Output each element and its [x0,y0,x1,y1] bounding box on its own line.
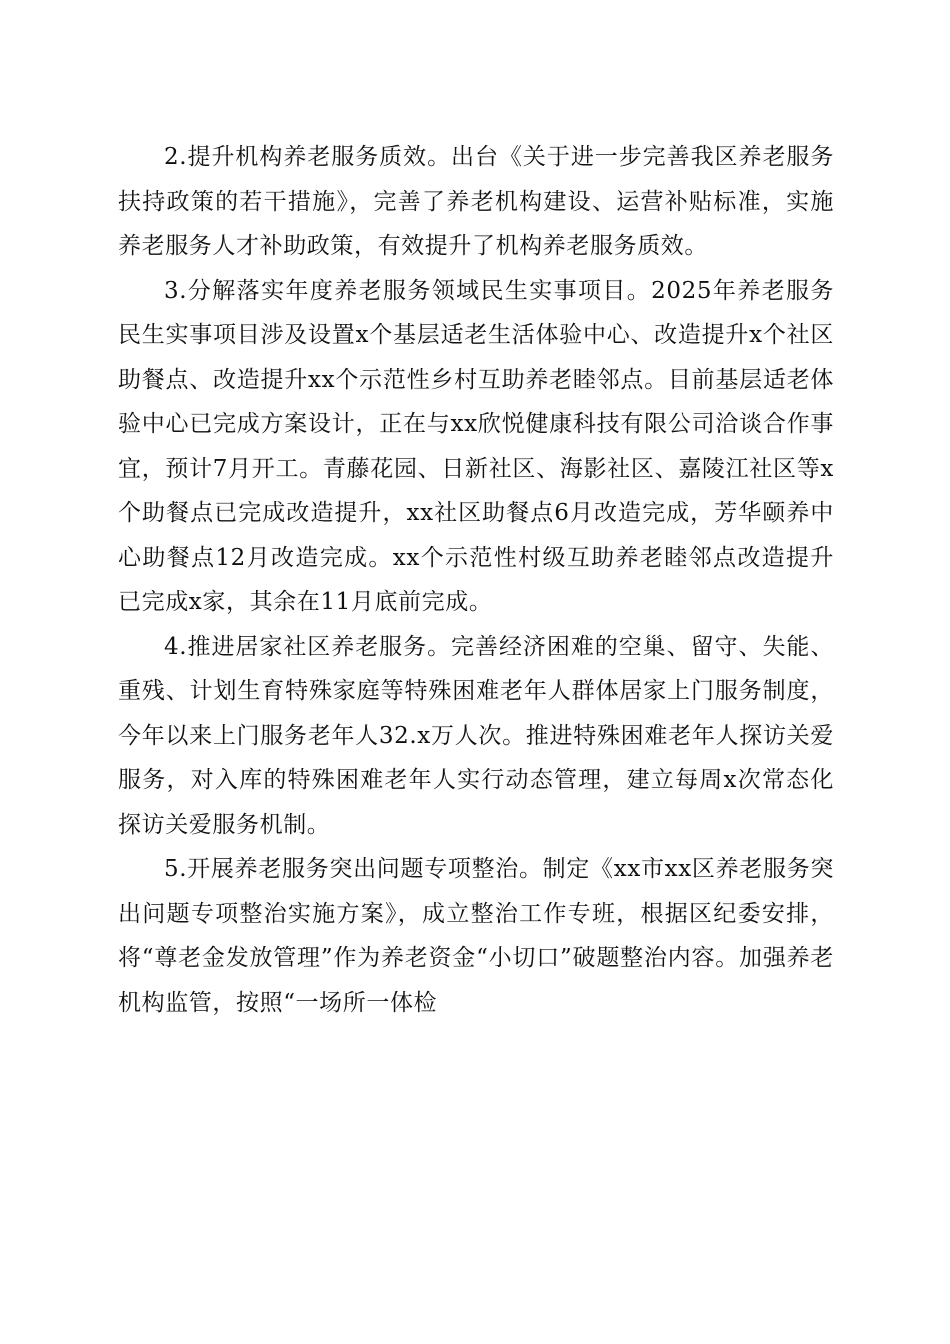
document-body [118,135,834,1025]
paragraph-special-rectification: 5.开展养老服务突出问题专项整治。制定《xx市xx区养老服务突出问题专项整治实施方案》，成立整治工作专班，根据区纪委安排，将“尊老金发放管理”作为养老资金“小切口”破题整治内容。加强养老机构监管，按照“一场所一体检 [118,856,834,1016]
paragraph-home-community-care: 4.推进居家社区养老服务。完善经济困难的空巢、留守、失能、重残、计划生育特殊家庭等特殊困难老年人群体居家上门服务制度，今年以来上门服务老年人32.x万人次。推进特殊困难老年人探访关爱服务，对入库的特殊困难老年人实行动态管理，建立每周x次常态化探访关爱服务机制。 [118,633,834,838]
paragraph-institutional-elderly-care: 2.提升机构养老服务质效。出台《关于进一步完善我区养老服务扶持政策的若干措施》，完善了养老机构建设、运营补贴标准，实施养老服务人才补助政策，有效提升了机构养老服务质效。 [118,144,834,259]
paragraph-livelihood-projects: 3.分解落实年度养老服务领域民生实事项目。2025年养老服务民生实事项目涉及设置x个基层适老生活体验中心、改造提升x个社区助餐点、改造提升xx个示范性乡村互助养老睦邻点。目前基层适老体验中心已完成方案设计，正在与xx欣悦健康科技有限公司洽谈合作事宜，预计7月开工。青藤花园、日新社区、海影社区、嘉陵江社区等x个助餐点已完成改造提升，xx社区助餐点6月改造完成，芳华颐养中心助餐点12月改造完成。xx个示范性村级互助养老睦邻点改造提升已完成x家，其余在11月底前完成。 [118,277,834,615]
